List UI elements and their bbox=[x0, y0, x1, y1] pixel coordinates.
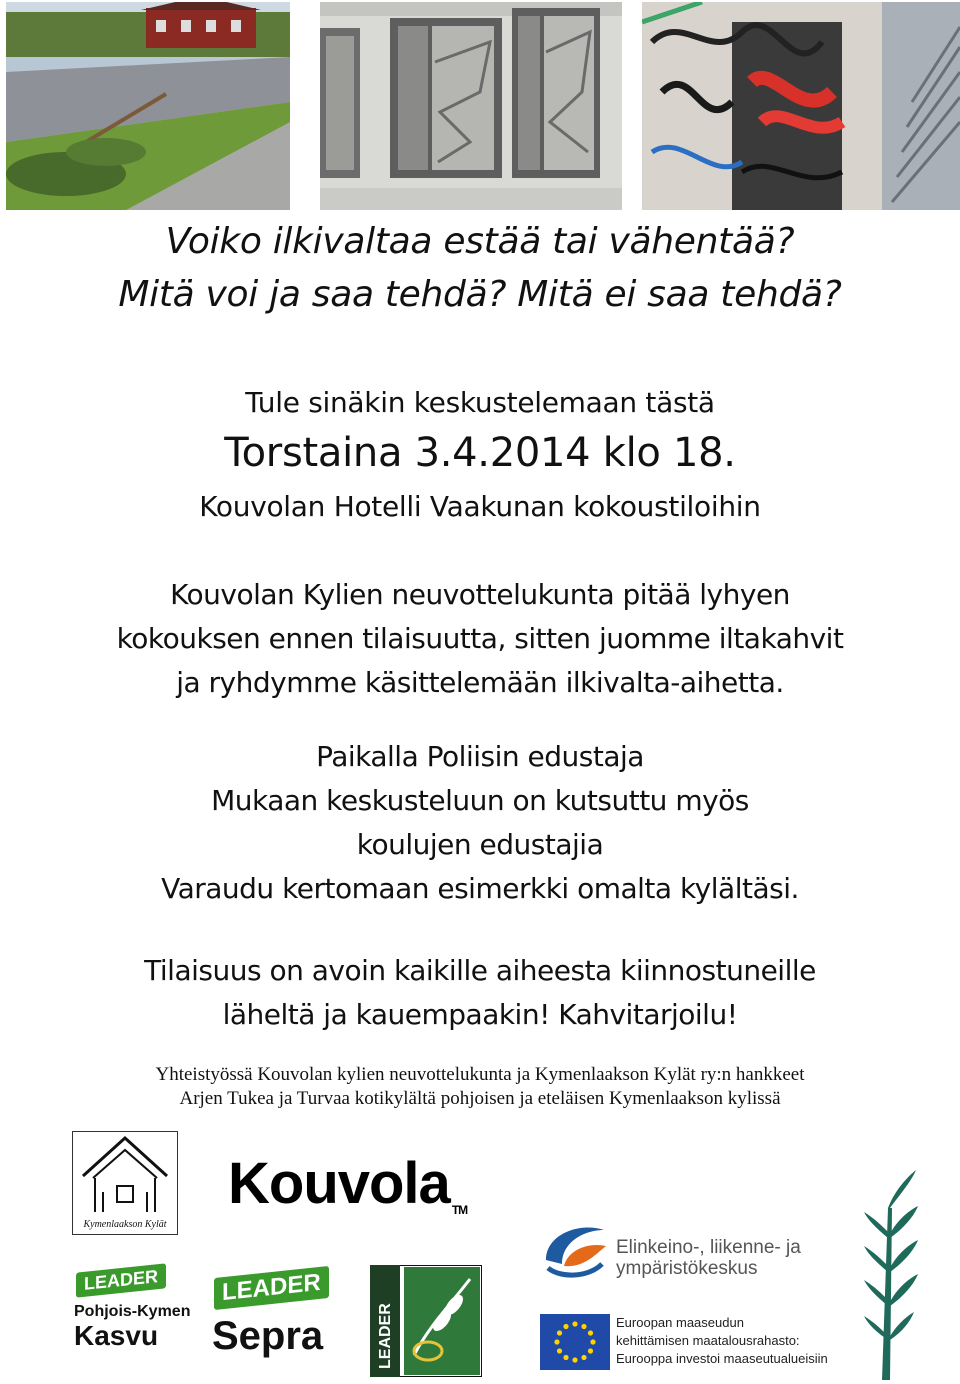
heading-line-1: Voiko ilkivaltaa estää tai vähentää? bbox=[165, 221, 795, 262]
fern-logo bbox=[862, 1168, 922, 1380]
pohjois-kymen-text: Pohjois-Kymen bbox=[74, 1303, 191, 1320]
footer-line-1: Yhteistyössä Kouvolan kylien neuvottelukunta ja Kymenlaakson Kylät ry:n hankkeet bbox=[155, 1064, 805, 1085]
eu-text-line-1: Euroopan maaseudun bbox=[616, 1315, 744, 1330]
kymenlaakson-kylat-logo bbox=[72, 1131, 178, 1235]
kasvu-text: Kasvu bbox=[74, 1320, 159, 1351]
program-line-1: Kouvolan Kylien neuvottelukunta pitää lyhyen bbox=[170, 578, 790, 611]
leader-badge-kasvu: LEADER bbox=[76, 1263, 166, 1297]
eu-stars-icon bbox=[540, 1314, 610, 1370]
ely-swoosh-icon bbox=[540, 1220, 610, 1280]
eu-leader-text: LEADER bbox=[377, 1303, 394, 1369]
village-house-icon bbox=[73, 1132, 177, 1216]
event-venue: Kouvolan Hotelli Vaakunan kokoustiloihin bbox=[199, 490, 761, 523]
footer-line-2: Arjen Tukea ja Turvaa kotikylältä pohjoisen ja eteläisen Kymenlaakson kylissä bbox=[179, 1088, 781, 1109]
fern-leaf-icon bbox=[862, 1168, 922, 1380]
event-date: Torstaina 3.4.2014 klo 18. bbox=[224, 430, 736, 476]
invite-line: Tule sinäkin keskustelemaan tästä bbox=[245, 386, 715, 419]
open-line-2: läheltä ja kauempaakin! Kahvitarjoilu! bbox=[222, 998, 738, 1031]
guests-line-3: koulujen edustajia bbox=[356, 828, 604, 861]
program-line-2: kokouksen ennen tilaisuutta, sitten juomme iltakahvit bbox=[116, 622, 844, 655]
kylat-logo-text: Kymenlaakson Kylät bbox=[83, 1219, 167, 1230]
ely-text-line-2: ympäristökeskus bbox=[616, 1258, 758, 1279]
open-line-1: Tilaisuus on avoin kaikille aiheesta kiinnostuneille bbox=[144, 954, 816, 987]
sepra-text: Sepra bbox=[212, 1314, 324, 1358]
kouvola-logo bbox=[228, 1150, 467, 1217]
ely-text-line-1: Elinkeino-, liikenne- ja bbox=[616, 1237, 801, 1258]
eu-text-line-3: Eurooppa investoi maaseutualueisiin bbox=[616, 1351, 828, 1366]
eu-leader-logo bbox=[370, 1265, 482, 1377]
heading-line-2: Mitä voi ja saa tehdä? Mitä ei saa tehdä? bbox=[118, 274, 842, 315]
guests-line-1: Paikalla Poliisin edustaja bbox=[316, 740, 644, 773]
ely-centre-mark bbox=[540, 1220, 610, 1280]
leader-badge-sepra: LEADER bbox=[214, 1266, 329, 1310]
guests-line-2: Mukaan keskusteluun on kutsuttu myös bbox=[211, 784, 749, 817]
guests-line-4: Varaudu kertomaan esimerkki omalta kylältäsi. bbox=[161, 872, 799, 905]
eu-flag-logo bbox=[540, 1314, 610, 1370]
graffiti-photo bbox=[642, 2, 960, 210]
kouvola-logo-text: Kouvola bbox=[228, 1151, 450, 1216]
eu-text-line-2: kehittämisen maatalousrahasto: bbox=[616, 1333, 800, 1348]
trademark-text: TM bbox=[451, 1203, 468, 1217]
program-line-3: ja ryhdymme käsittelemään ilkivalta-aihetta. bbox=[176, 666, 784, 699]
broken-sign-photo bbox=[6, 2, 290, 210]
leader-leaf-icon bbox=[370, 1265, 482, 1377]
broken-windows-photo bbox=[320, 2, 622, 210]
